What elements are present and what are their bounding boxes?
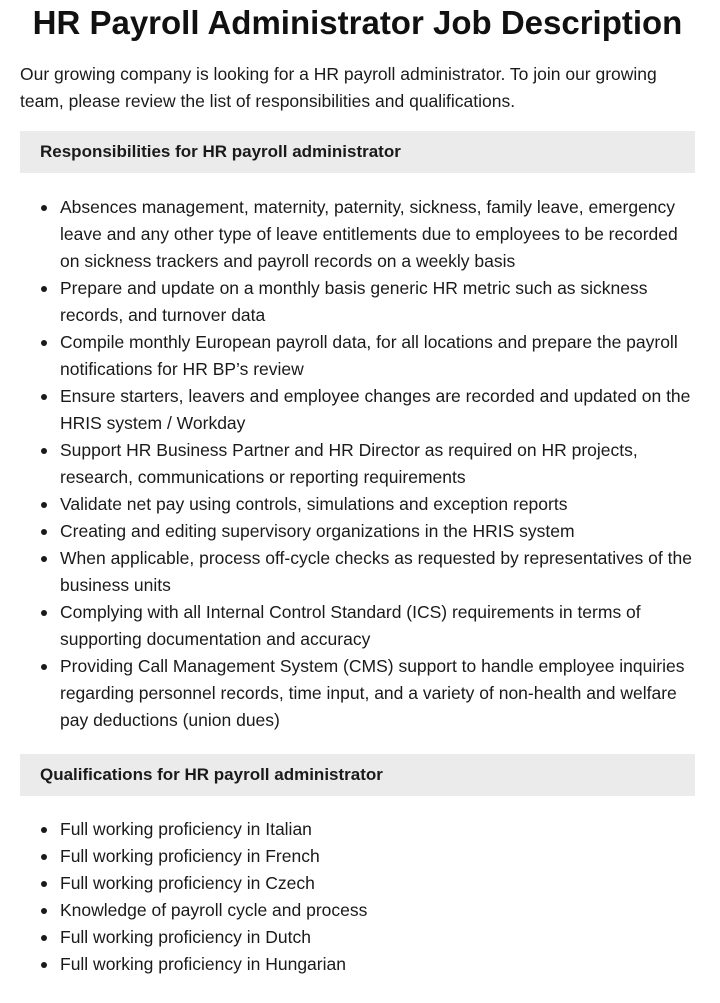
responsibility-item: Creating and editing supervisory organizations in the HRIS system	[20, 518, 695, 545]
qualifications-heading: Qualifications for HR payroll administrator	[20, 754, 695, 796]
qualification-item: Full working proficiency in Hungarian	[20, 951, 695, 978]
responsibilities-list	[20, 194, 695, 734]
qualification-item: Full working proficiency in Italian	[20, 816, 695, 843]
responsibility-item: Prepare and update on a monthly basis generic HR metric such as sickness records, and turnover data	[20, 275, 695, 329]
responsibility-item: Ensure starters, leavers and employee changes are recorded and updated on the HRIS system / Workday	[20, 383, 695, 437]
page-title: HR Payroll Administrator Job Description	[32, 4, 683, 41]
responsibility-item: Providing Call Management System (CMS) support to handle employee inquiries regarding personnel records, time input, and a variety of non-health and welfare pay deductions (union dues)	[20, 653, 695, 734]
qualifications-list	[20, 816, 695, 978]
qualification-item: Full working proficiency in Dutch	[20, 924, 695, 951]
responsibility-item: Absences management, maternity, paternity, sickness, family leave, emergency leave and any other type of leave entitlements due to employees to be recorded on sickness trackers and payroll records on a weekly basis	[20, 194, 695, 275]
intro-paragraph: Our growing company is looking for a HR payroll administrator. To join our growing team, please review the list of responsibilities and qualifications.	[20, 64, 657, 111]
responsibility-item: Validate net pay using controls, simulations and exception reports	[20, 491, 695, 518]
qualification-item: Full working proficiency in Czech	[20, 870, 695, 897]
responsibility-item: Support HR Business Partner and HR Director as required on HR projects, research, communications or reporting requirements	[20, 437, 695, 491]
responsibilities-heading: Responsibilities for HR payroll administrator	[20, 131, 695, 173]
qualification-item: Knowledge of payroll cycle and process	[20, 897, 695, 924]
qualification-item: Full working proficiency in French	[20, 843, 695, 870]
responsibility-item: Complying with all Internal Control Standard (ICS) requirements in terms of supporting documentation and accuracy	[20, 599, 695, 653]
job-description-page	[20, 0, 695, 978]
responsibility-item: When applicable, process off-cycle checks as requested by representatives of the business units	[20, 545, 695, 599]
responsibility-item: Compile monthly European payroll data, for all locations and prepare the payroll notifications for HR BP’s review	[20, 329, 695, 383]
